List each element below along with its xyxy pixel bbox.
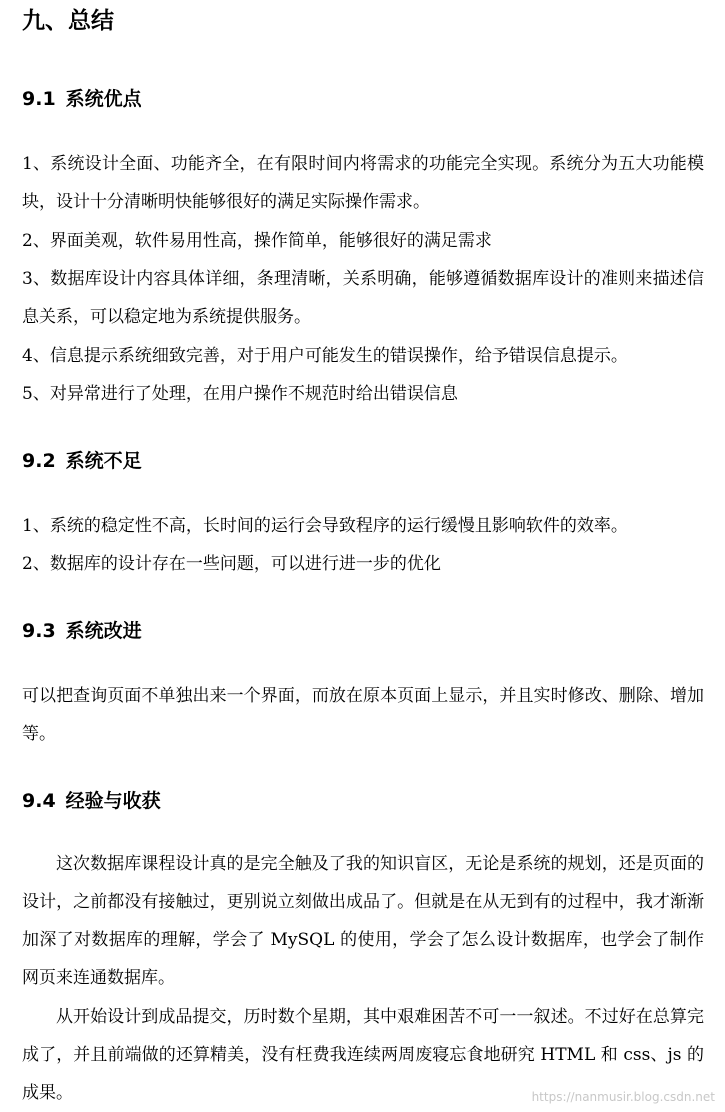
paragraph: 从开始设计到成品提交，历时数个星期，其中艰难困苦不可一一叙述。不过好在总算完成了，并且前端做的还算精美，没有枉费我连续两周废寝忘食地研究 HTML 和 css、js 的成果。 (22, 1007, 704, 1103)
section-number: 9.4 (22, 790, 56, 812)
section-number: 9.3 (22, 620, 56, 642)
section-number: 9.2 (22, 450, 56, 472)
paragraph: 1、系统的稳定性不高，长时间的运行会导致程序的运行缓慢且影响软件的效率。 (22, 516, 628, 536)
section-title: 系统改进 (65, 620, 142, 642)
section-heading-9-3 (22, 617, 142, 645)
section-title: 系统优点 (65, 88, 142, 110)
section-heading-9-2 (22, 447, 142, 475)
section-heading-9-4 (22, 787, 161, 815)
paragraph: 2、数据库的设计存在一些问题，可以进行进一步的优化 (22, 554, 441, 574)
paragraph: 4、信息提示系统细致完善，对于用户可能发生的错误操作，给予错误信息提示。 (22, 346, 628, 366)
section-number: 9.1 (22, 88, 56, 110)
chapter-heading: 九、总结 (22, 8, 114, 34)
section-title: 经验与收获 (65, 790, 161, 812)
paragraph: 可以把查询页面不单独出来一个界面，而放在原本页面上显示，并且实时修改、删除、增加等。 (22, 686, 704, 744)
paragraph: 1、系统设计全面、功能齐全，在有限时间内将需求的功能完全实现。系统分为五大功能模块，设计十分清晰明快能够很好的满足实际操作需求。 (22, 154, 704, 212)
watermark: https://nanmusir.blog.csdn.net (531, 1090, 715, 1104)
paragraph: 5、对异常进行了处理，在用户操作不规范时给出错误信息 (22, 384, 458, 404)
paragraph: 这次数据库课程设计真的是完全触及了我的知识盲区，无论是系统的规划，还是页面的设计，之前都没有接触过，更别说立刻做出成品了。但就是在从无到有的过程中，我才渐渐加深了对数据库的理解，学会了 MySQL 的使用，学会了怎么设计数据库，也学会了制作网页来连通数据库。 (22, 854, 704, 988)
paragraph: 3、数据库设计内容具体详细，条理清晰，关系明确，能够遵循数据库设计的准则来描述信息关系，可以稳定地为系统提供服务。 (22, 269, 704, 327)
section-heading-9-1 (22, 85, 142, 113)
paragraph: 2、界面美观，软件易用性高，操作简单，能够很好的满足需求 (22, 231, 492, 251)
section-title: 系统不足 (65, 450, 142, 472)
